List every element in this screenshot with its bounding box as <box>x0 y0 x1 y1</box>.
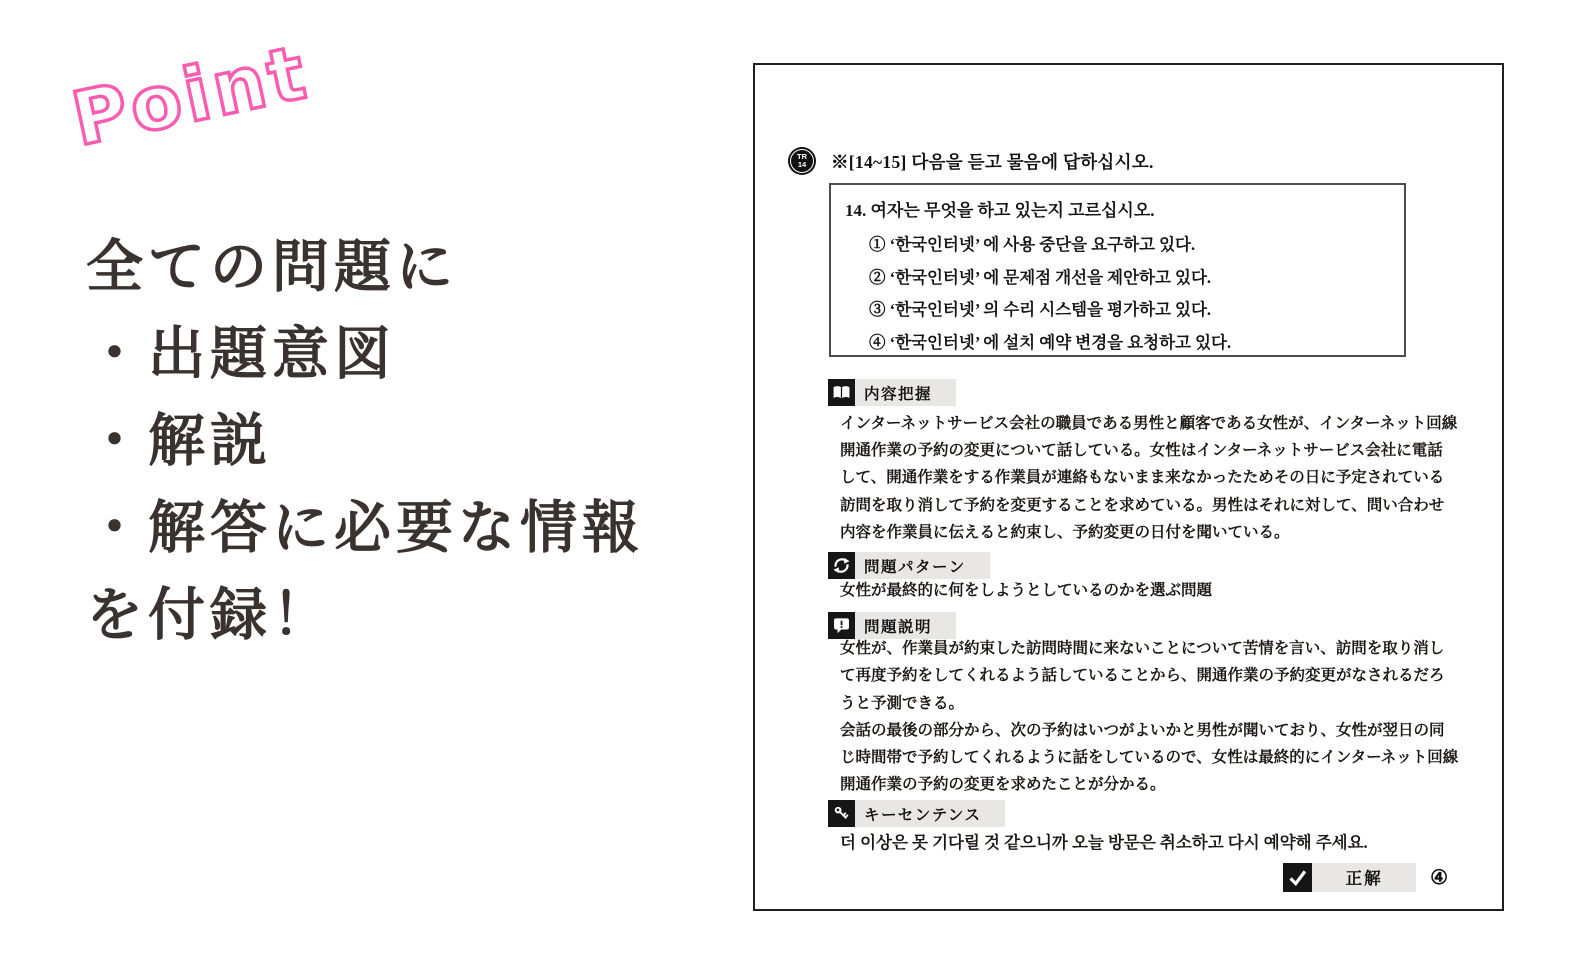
track-badge-line1: TR <box>797 152 807 161</box>
correct-answer-row <box>828 863 1448 892</box>
listening-instruction: ※[14~15] 다음을 듣고 물음에 답하십시오. <box>831 152 1154 172</box>
checkmark-icon <box>1283 863 1312 892</box>
track-badge-line2: 14 <box>797 160 807 169</box>
section-body-content-grasp <box>840 410 1458 546</box>
question-option-2: ② ‘한국인터넷’ 에 문제점 개선을 제안하고 있다. <box>869 267 1212 287</box>
audio-track-badge <box>788 147 816 175</box>
body-line: て再度予約をしてくれるよう話していることから、開通作業の予約変更がなされるだろ <box>840 667 1445 685</box>
question-option-3: ③ ‘한국인터넷’ 의 수리 시스템을 평가하고 있다. <box>869 300 1212 319</box>
question-option-1: ① ‘한국인터넷’ 에 사용 중단을 요구하고 있다. <box>869 235 1196 254</box>
question-box <box>829 183 1406 357</box>
section-body-question-pattern <box>840 577 1448 604</box>
explanation-sections <box>828 379 1459 892</box>
body-line: じ時間帯で予約してくれるように話をしているので、女性は最終的にインターネット回線 <box>840 749 1459 767</box>
body-line: 開通作業の予約の変更について話している。女性はインターネットサービス会社に電話 <box>840 442 1443 460</box>
sample-book-page <box>753 63 1504 911</box>
body-line: 内容を作業員に伝えると約束し、予約変更の日付を聞いている。 <box>840 523 1290 541</box>
correct-answer-value: ④ <box>1430 866 1448 889</box>
section-label: 問題パターン <box>855 552 990 579</box>
body-line: 開通作業の予約の変更を求めたことが分かる。 <box>840 776 1166 794</box>
body-line: 女性が最終的に何をしようとしているのかを選ぶ問題 <box>840 582 1213 600</box>
body-line: 訪問を取り消して予約を変更することを求めている。男性はそれに対して、問い合わせ <box>840 496 1445 514</box>
headline-line: を付録！ <box>86 582 334 648</box>
body-line: 더 이상은 못 기다릴 것 같으니까 오늘 방문은 취소하고 다시 예약해 주세요. <box>840 833 1368 853</box>
section-header-question-pattern <box>828 552 1448 579</box>
correct-answer-label: 正解 <box>1312 863 1416 892</box>
headline-line: ・解説 <box>86 408 272 474</box>
refresh-arrows-icon <box>828 552 855 579</box>
promo-headline <box>86 224 644 659</box>
body-line: うと予測できる。 <box>840 694 965 712</box>
point-label: Point <box>65 29 317 164</box>
headline-line: 全ての問題に <box>86 234 458 300</box>
headline-line: ・出題意図 <box>86 321 396 387</box>
headline-line: ・解答に必要な情報 <box>86 495 644 561</box>
section-header-content-grasp <box>828 379 1448 406</box>
question-prompt: 14. 여자는 무엇을 하고 있는지 고르십시오. <box>845 201 1155 220</box>
section-header-key-sentence <box>828 800 1448 827</box>
section-body-question-explanation <box>840 635 1459 798</box>
body-line: 会話の最後の部分から、次の予約はいつがよいかと男性が聞いており、女性が翌日の同 <box>840 721 1445 739</box>
body-line: して、開通作業をする作業員が連絡もないまま来なかったためその日に予定されている <box>840 469 1445 487</box>
section-body-key-sentence <box>840 829 1448 856</box>
body-line: インターネットサービス会社の職員である男性と顧客である女性が、インターネット回線 <box>840 415 1458 432</box>
section-label: 問題説明 <box>855 612 956 639</box>
section-label: キーセンテンス <box>855 800 1005 827</box>
open-book-icon <box>828 379 855 406</box>
body-line: 女性が、作業員が約束した訪問時間に来ないことについて苦情を言い、訪問を取り消し <box>840 640 1445 658</box>
question-options <box>869 229 1390 359</box>
section-label: 内容把握 <box>855 379 956 406</box>
question-option-4: ④ ‘한국인터넷’ 에 설치 예약 변경을 요청하고 있다. <box>869 332 1232 352</box>
key-icon <box>828 800 855 827</box>
audio-track-badge-ring <box>790 149 814 173</box>
